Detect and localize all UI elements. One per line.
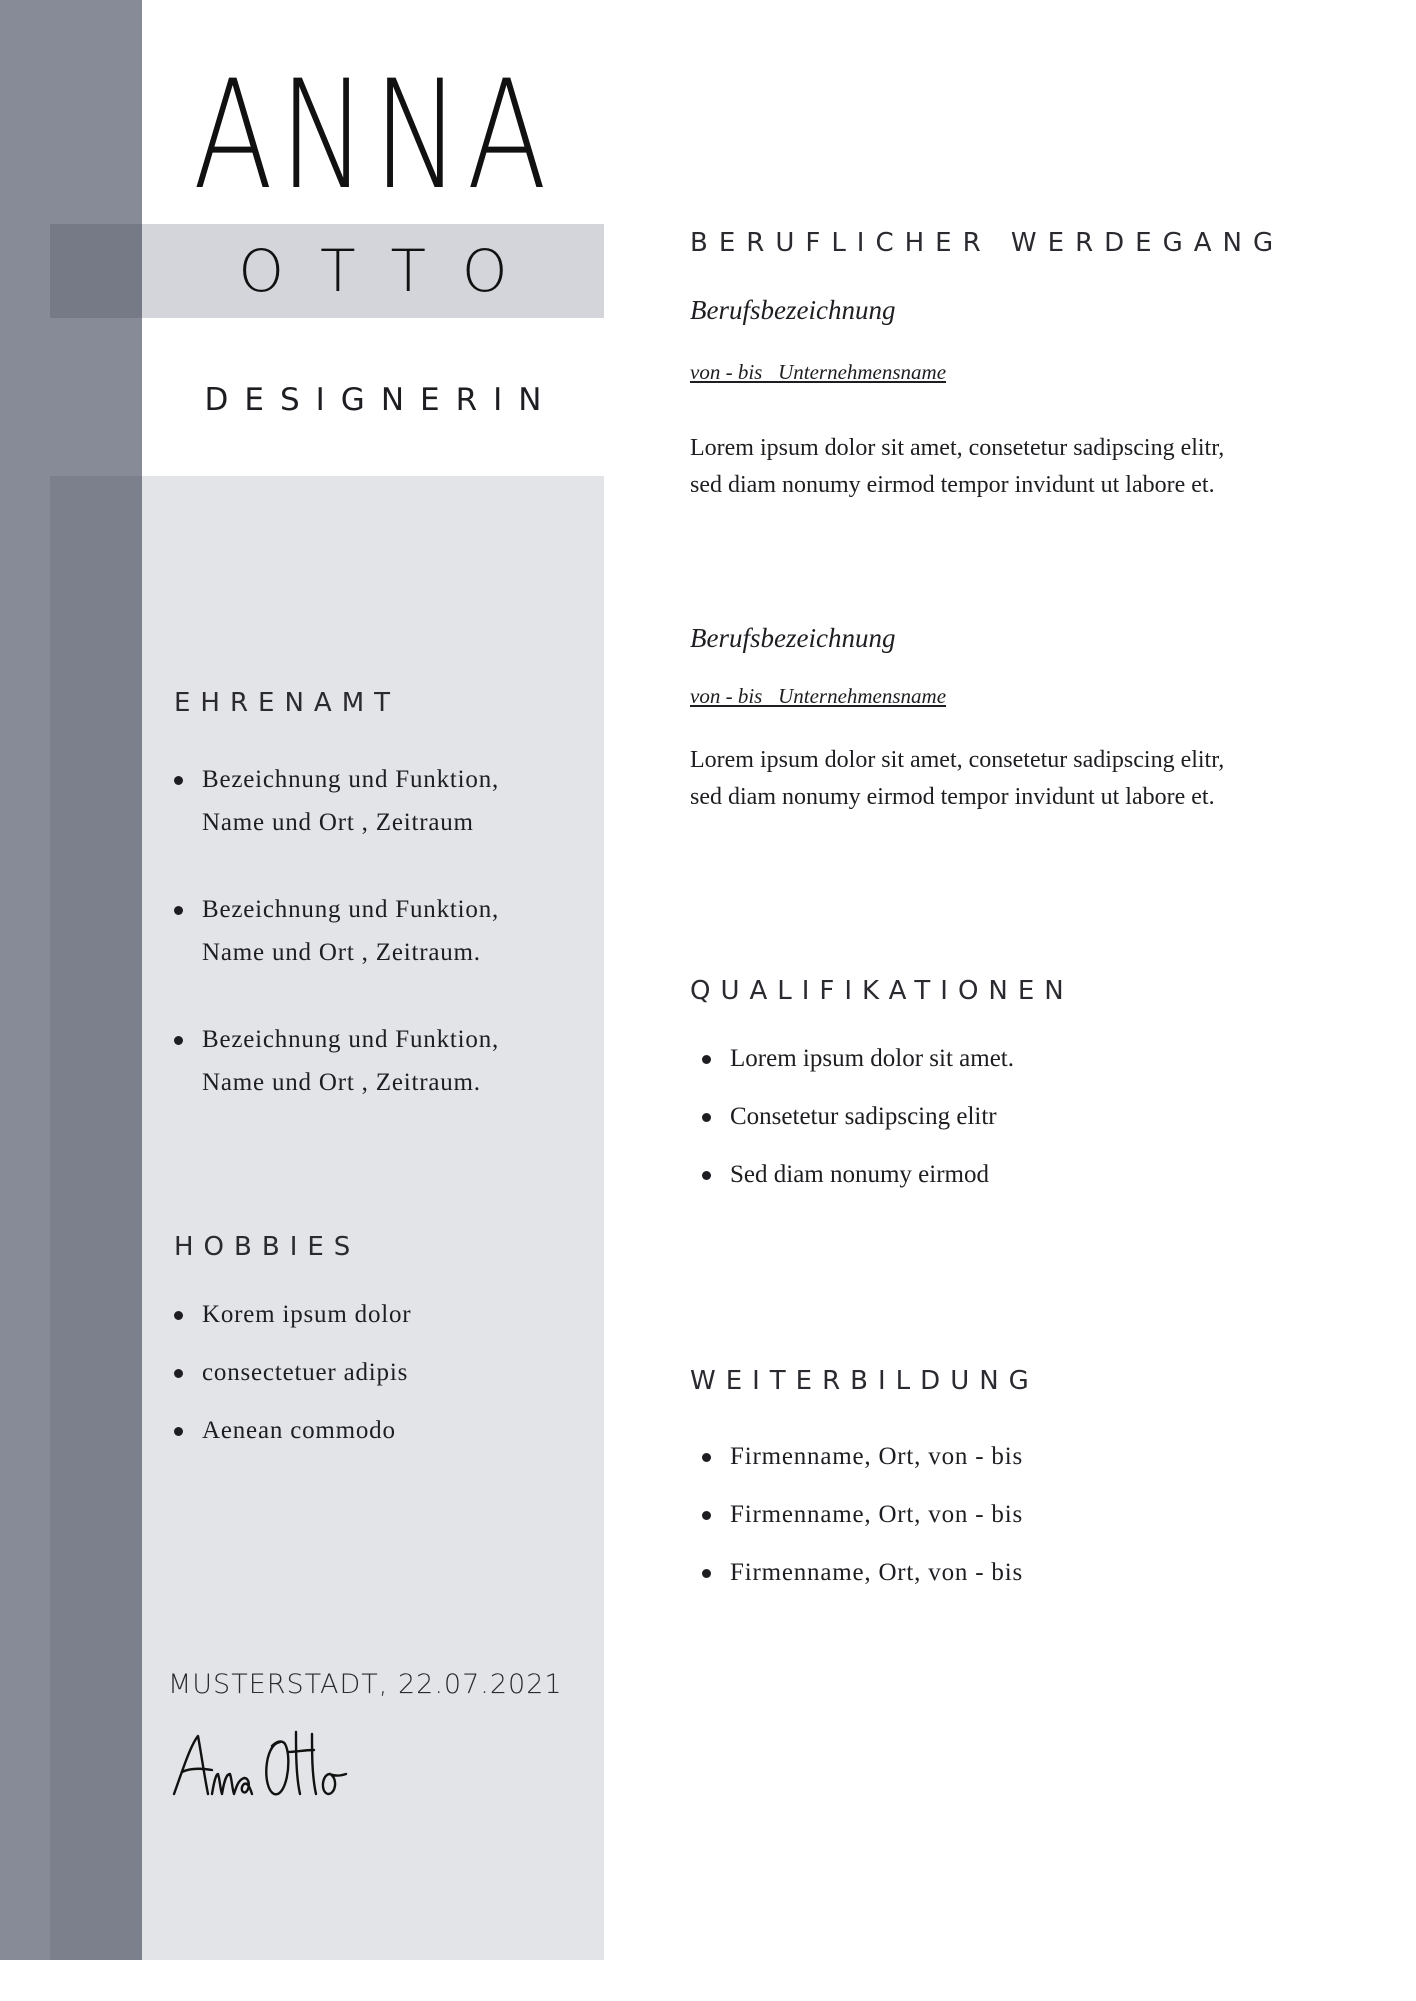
list-item: Firmenname, Ort, von - bis [702, 1544, 1262, 1602]
qualifications-list [702, 1030, 1262, 1204]
volunteer-list [174, 758, 594, 1148]
career-heading: BERUFLICHER WERDEGANG [690, 228, 1285, 258]
hobbies-list [174, 1286, 594, 1460]
list-item: Sed diam nonumy eirmod [702, 1146, 1262, 1204]
hobbies-heading: HOBBIES [174, 1232, 361, 1262]
list-item [174, 888, 594, 974]
sidebar-accent-bar-inner [50, 476, 142, 1960]
place-date: MUSTERSTADT, 22.07.2021 [168, 1669, 563, 1700]
job-meta-1: von - bis Unternehmensname [690, 360, 947, 384]
last-name: OTTO [238, 237, 544, 305]
volunteer-item-line1: Bezeichnung und Funktion, [202, 1026, 500, 1053]
training-heading: WEITERBILDUNG [690, 1366, 1039, 1396]
list-item: Firmenname, Ort, von - bis [702, 1486, 1262, 1544]
list-item: Firmenname, Ort, von - bis [702, 1428, 1262, 1486]
job-title-1: Berufsbezeichnung [690, 295, 896, 325]
list-item [174, 758, 594, 844]
list-item: Aenean commodo [174, 1402, 594, 1460]
volunteer-item-line2: Name und Ort , Zeitraum. [202, 1069, 481, 1096]
volunteer-item-line2: Name und Ort , Zeitraum [202, 809, 474, 836]
list-item: Lorem ipsum dolor sit amet. [702, 1030, 1262, 1088]
job-description-line: sed diam nonumy eirmod tempor invidunt ut labore et. [690, 472, 1215, 498]
list-item: Korem ipsum dolor [174, 1286, 594, 1344]
volunteer-item-line1: Bezeichnung und Funktion, [202, 896, 500, 923]
job-description-1 [690, 430, 1224, 504]
volunteer-item-line1: Bezeichnung und Funktion, [202, 766, 500, 793]
job-description-line: Lorem ipsum dolor sit amet, consetetur sadipscing elitr, [690, 435, 1225, 461]
list-item: Consetetur sadipscing elitr [702, 1088, 1262, 1146]
job-meta-2: von - bis Unternehmensname [690, 684, 947, 708]
training-list [702, 1428, 1262, 1602]
job-description-2 [690, 742, 1224, 816]
job-title: DESIGNERIN [204, 382, 558, 418]
first-name: ANNA [192, 49, 554, 223]
volunteer-item-line2: Name und Ort , Zeitraum. [202, 939, 481, 966]
signature [168, 1722, 368, 1812]
job-description-line: sed diam nonumy eirmod tempor invidunt ut labore et. [690, 784, 1215, 810]
list-item [174, 1018, 594, 1104]
surname-band-overlap [50, 224, 142, 318]
list-item: consectetuer adipis [174, 1344, 594, 1402]
job-title-2: Berufsbezeichnung [690, 623, 896, 653]
qualifications-heading: QUALIFIKATIONEN [690, 976, 1074, 1006]
volunteer-heading: EHRENAMT [174, 688, 401, 718]
job-description-line: Lorem ipsum dolor sit amet, consetetur sadipscing elitr, [690, 747, 1225, 773]
